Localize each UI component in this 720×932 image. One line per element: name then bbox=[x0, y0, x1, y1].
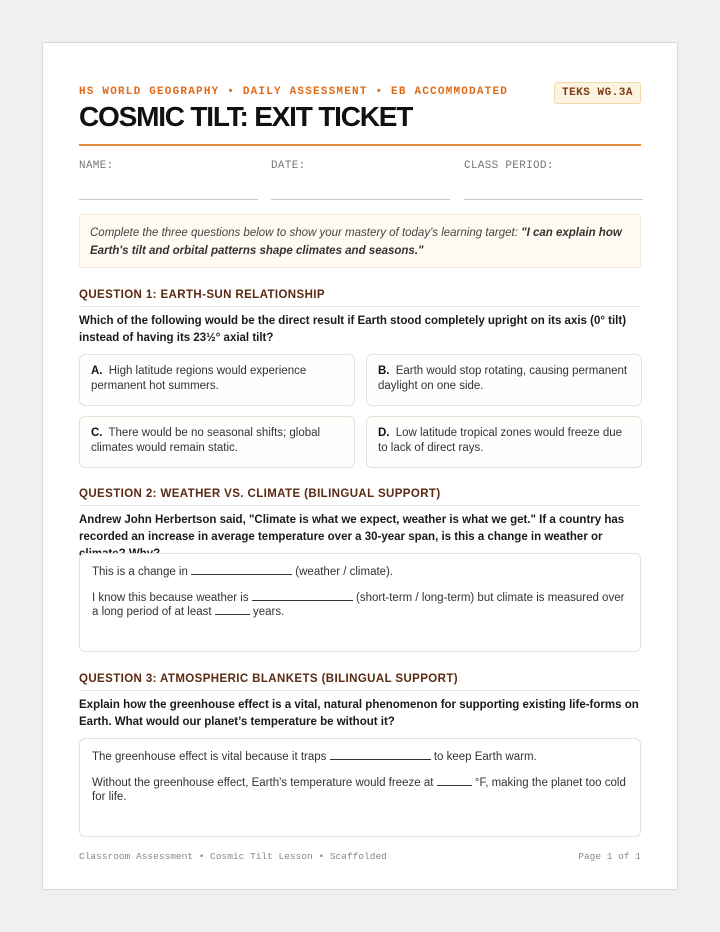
q3-line1-end: to keep Earth warm. bbox=[433, 751, 537, 763]
q3-line2-end: °F, making the planet too cold for life. bbox=[92, 776, 626, 803]
question-3-answer-box bbox=[79, 738, 641, 837]
question-2-emphasis: 30-year span bbox=[364, 531, 436, 543]
question-3-heading: QUESTION 3: ATMOSPHERIC BLANKETS (BILINGUAL SUPPORT) bbox=[79, 673, 641, 691]
question-3-prompt bbox=[79, 697, 641, 731]
q2-line2-end: years. bbox=[252, 606, 285, 618]
name-label: NAME: bbox=[79, 160, 114, 172]
question-1-heading: QUESTION 1: EARTH-SUN RELATIONSHIP bbox=[79, 289, 641, 307]
option-d-text: Low latitude tropical zones would freeze due to lack of direct rays. bbox=[378, 427, 623, 454]
question-2-heading: QUESTION 2: WEATHER VS. CLIMATE (BILINGUAL SUPPORT) bbox=[79, 488, 641, 506]
date-field[interactable] bbox=[271, 160, 450, 200]
learning-target: "I can explain how Earth's tilt and orbital patterns shape climates and seasons." bbox=[90, 227, 622, 257]
q2-line2-start: I know this because weather is bbox=[92, 591, 249, 604]
question-3-prompt-end: is a vital, natural phenomenon for supporting existing life-forms on Earth. What would our planet’s temperature be without it? bbox=[79, 699, 639, 728]
page-title: COSMIC TILT: EXIT TICKET bbox=[79, 101, 413, 132]
option-c-letter: C. bbox=[91, 427, 103, 439]
question-2-sentence-2 bbox=[92, 591, 628, 620]
question-3-emphasis: greenhouse effect bbox=[169, 699, 269, 711]
title-divider bbox=[79, 144, 641, 146]
course-kicker: HS WORLD GEOGRAPHY • DAILY ASSESSMENT • EB ACCOMMODATED bbox=[79, 86, 509, 98]
page-number: Page 1 of 1 bbox=[578, 851, 641, 862]
q3-line2-start: Without the greenhouse effect, Earth's temperature would freeze at bbox=[92, 776, 434, 789]
term-length-blank[interactable] bbox=[252, 591, 353, 601]
option-b-letter: B. bbox=[378, 365, 390, 377]
q2-line2-middle: (short-term / long-term) but climate is measured over a long period of at least bbox=[92, 591, 625, 618]
option-a[interactable] bbox=[79, 354, 355, 406]
q2-line1-end: (weather / climate). bbox=[295, 566, 394, 578]
option-b[interactable] bbox=[366, 354, 642, 406]
question-3-sentence-1 bbox=[92, 750, 628, 765]
instructions-box bbox=[79, 214, 641, 268]
name-field[interactable] bbox=[79, 160, 258, 200]
option-d-letter: D. bbox=[378, 427, 390, 439]
question-2-prompt-part: Andrew John Herbertson said, "Climate is what we expect, weather is what we get." If a country has recorded an increase in average temperature over a bbox=[79, 514, 625, 543]
question-2-sentence-1 bbox=[92, 565, 628, 580]
option-a-text: High latitude regions would experience permanent hot summers. bbox=[91, 365, 307, 392]
date-label: DATE: bbox=[271, 160, 306, 172]
footer-left: Classroom Assessment • Cosmic Tilt Lesson • Scaffolded bbox=[79, 851, 387, 862]
instructions-text: Complete the three questions below to show your mastery of today's learning target: bbox=[90, 227, 522, 239]
years-blank[interactable] bbox=[215, 605, 250, 615]
weather-climate-blank[interactable] bbox=[191, 565, 292, 575]
class-period-field[interactable] bbox=[464, 160, 643, 200]
option-d[interactable] bbox=[366, 416, 642, 468]
q2-line1-start: This is a change in bbox=[92, 566, 188, 578]
option-c[interactable] bbox=[79, 416, 355, 468]
class-period-label: CLASS PERIOD: bbox=[464, 160, 554, 172]
question-3-prompt-part: Explain how the bbox=[79, 699, 170, 711]
traps-blank[interactable] bbox=[330, 750, 431, 760]
question-1-prompt: Which of the following would be the direct result if Earth stood completely upright on its axis (0° tilt) instead of having its 23½° axial tilt? bbox=[79, 315, 627, 344]
option-c-text: There would be no seasonal shifts; global climates would remain static. bbox=[91, 427, 321, 454]
worksheet-page bbox=[42, 42, 678, 890]
question-2-prompt-end: , is this a change in weather or bbox=[435, 531, 603, 543]
question-2-answer-box bbox=[79, 553, 641, 652]
question-3-sentence-2 bbox=[92, 776, 628, 805]
q3-line1-start: The greenhouse effect is vital because it traps bbox=[92, 751, 327, 763]
option-a-letter: A. bbox=[91, 365, 103, 377]
temperature-blank[interactable] bbox=[437, 776, 472, 786]
standard-badge: TEKS WG.3A bbox=[554, 82, 641, 104]
option-b-text: Earth would stop rotating, causing permanent daylight on one side. bbox=[378, 365, 628, 392]
